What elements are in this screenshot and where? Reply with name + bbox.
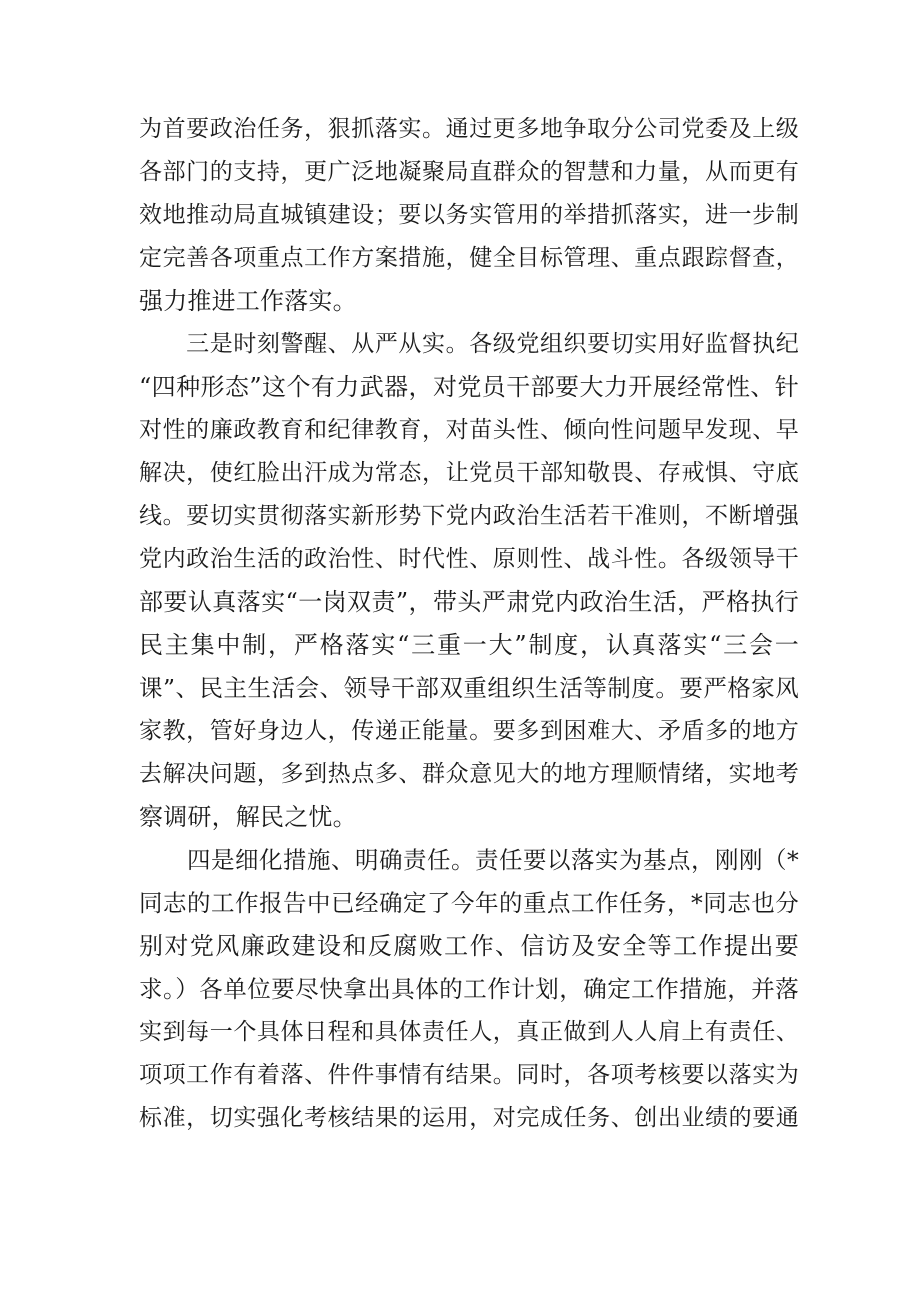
text-line: 同志的工作报告中已经确定了今年的重点工作任务，*同志也分 (139, 889, 799, 917)
text-line: 对性的廉政教育和纪律教育，对苗头性、倾向性问题早发现、早 (139, 417, 799, 443)
text-line: 效地推动局直城镇建设；要以务实管用的举措抓落实，进一步制 (139, 202, 799, 228)
text-line: 线。要切实贯彻落实新形势下党内政治生活若干准则，不断增强 (139, 503, 799, 529)
text-line: 定完善各项重点工作方案措施，健全目标管理、重点跟踪督查， (139, 245, 799, 271)
text-line: 别对党风廉政建设和反腐败工作、信访及安全等工作提出要 (139, 932, 799, 960)
text-line: 解决，使红脸出汗成为常态，让党员干部知敬畏、存戒惧、守底 (139, 460, 799, 486)
text-line: 去解决问题，多到热点多、群众意见大的地方理顺情绪，实地考 (139, 761, 799, 787)
text-line: 项项工作有着落、件件事情有结果。同时，各项考核要以落实为 (139, 1062, 799, 1088)
text-line: 标准，切实强化考核结果的运用，对完成任务、创出业绩的要通 (139, 1105, 799, 1131)
text-line: 各部门的支持，更广泛地凝聚局直群众的智慧和力量，从而更有 (139, 159, 799, 185)
paragraph-3 (139, 839, 799, 1140)
text-line: 党内政治生活的政治性、时代性、原则性、战斗性。各级领导干 (139, 546, 799, 572)
text-line: 察调研，解民之忧。 (139, 803, 357, 831)
paragraph-2 (139, 323, 799, 839)
text-line: 为首要政治任务，狠抓落实。通过更多地争取分公司党委及上级 (139, 116, 799, 142)
text-line: 四是细化措施、明确责任。责任要以落实为基点，刚刚（* (139, 846, 799, 874)
text-line: “四种形态”这个有力武器，对党员干部要大力开展经常性、针 (139, 373, 799, 401)
text-line: 部要认真落实“一岗双责”，带头严肃党内政治生活，严格执行 (139, 588, 799, 616)
text-line: 民主集中制，严格落实“三重一大”制度，认真落实“三会一 (139, 631, 799, 659)
text-line: 家教，管好身边人，传递正能量。要多到困难大、矛盾多的地方 (139, 718, 799, 744)
document-body (139, 108, 799, 1140)
text-line: 强力推进工作落实。 (139, 287, 357, 315)
text-line: 求。）各单位要尽快拿出具体的工作计划，确定工作措施，并落 (139, 975, 799, 1003)
text-line: 三是时刻警醒、从严从实。各级党组织要切实用好监督执纪 (139, 331, 799, 357)
text-line: 实到每一个具体日程和具体责任人，真正做到人人肩上有责任、 (139, 1019, 799, 1045)
paragraph-1 (139, 108, 799, 323)
text-line: 课”、民主生活会、领导干部双重组织生活等制度。要严格家风 (139, 674, 799, 702)
